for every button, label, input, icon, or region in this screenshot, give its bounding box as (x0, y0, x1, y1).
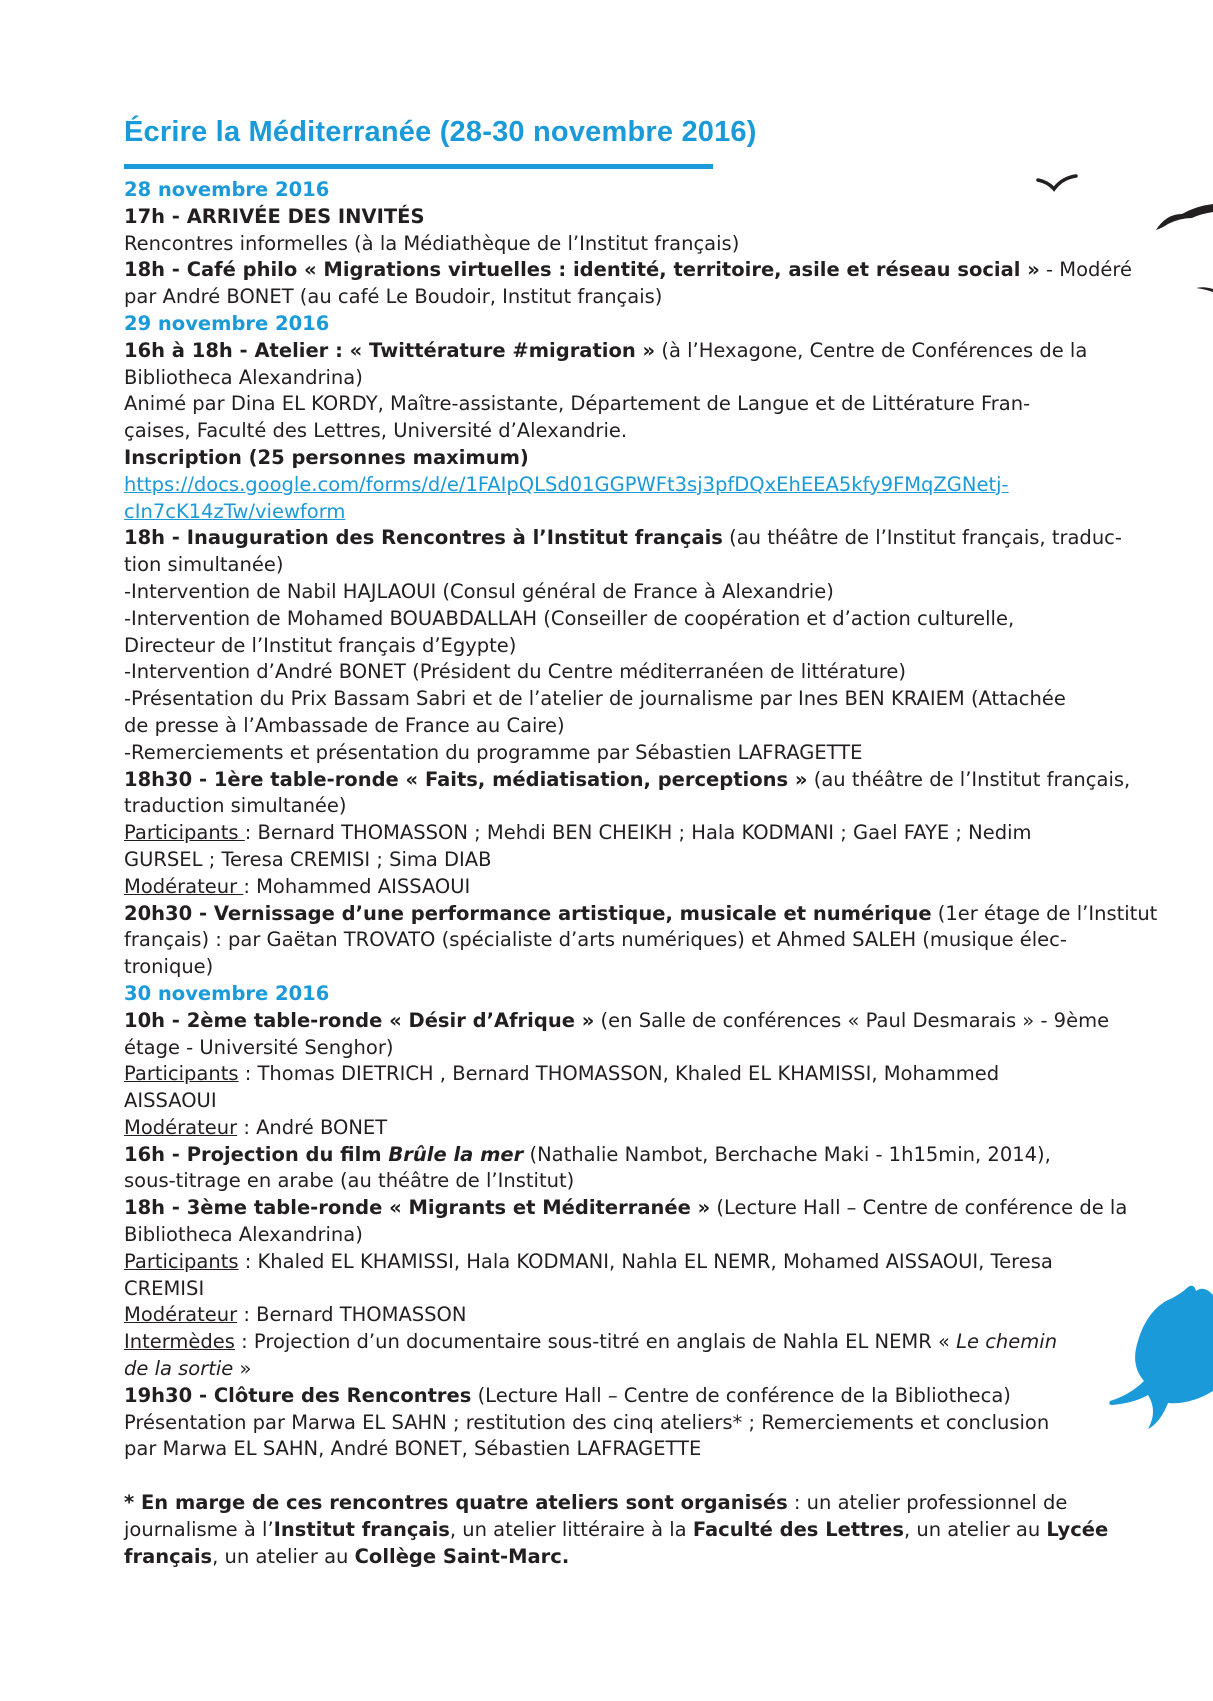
intervention-2: -Intervention de Mohamed BOUABDALLAH (Conseiller de coopération et d’action culturelle, (124, 606, 1015, 630)
participants-1: Participants : Bernard THOMASSON ; Mehdi BEN CHEIKH ; Hala KODMANI ; Gael FAYE ; Nedim (124, 821, 1032, 845)
participants-2-line2: AISSAOUI (124, 1089, 217, 1113)
participants-1-line2: GURSEL ; Teresa CREMISI ; Sima DIAB (124, 847, 492, 871)
event-table-ronde-2: 10h - 2ème table-ronde « Désir d’Afrique » (en Salle de conférences « Paul Desmarais » - 9ème (124, 1008, 1110, 1032)
intervention-1: -Intervention de Nabil HAJLAOUI (Consul général de France à Alexandrie) (124, 579, 834, 603)
bird-icon (1156, 204, 1213, 234)
day1-date: 28 novembre 2016 (124, 178, 330, 201)
participants-2: Participants : Thomas DIETRICH , Bernard THOMASSON, Khaled EL KHAMISSI, Mohammed (124, 1062, 1000, 1086)
event-table-ronde-3-line2: Bibliotheca Alexandrina) (124, 1223, 363, 1247)
footnote-line2: journalisme à l’Institut français, un atelier littéraire à la Faculté des Lettres, un atelier au Lycée (124, 1517, 1109, 1541)
moderateur-2: Modérateur : André BONET (124, 1115, 388, 1139)
bird-icon (1108, 1283, 1213, 1431)
event-table-ronde-1: 18h30 - 1ère table-ronde « Faits, médiatisation, perceptions » (au théâtre de l’Institut français, (124, 767, 1131, 791)
moderateur-1: Modérateur : Mohammed AISSAOUI (124, 874, 471, 898)
document-title: Écrire la Méditerranée (28-30 novembre 2016) (124, 116, 757, 148)
intervention-2-line2: Directeur de l’Institut français d’Egypte) (124, 633, 517, 657)
event-cafe-philo-line2: par André BONET (au café Le Boudoir, Institut français) (124, 285, 663, 309)
inscription-link[interactable] (124, 472, 1099, 526)
event-cloture-line2: Présentation par Marwa EL SAHN ; restitution des cinq ateliers* ; Remerciements et conclusion (124, 1410, 1050, 1434)
event-table-ronde-1-line2: traduction simultanée) (124, 794, 347, 818)
inscription-heading: Inscription (25 personnes maximum) (124, 445, 529, 469)
bird-icon (1196, 286, 1213, 294)
participants-3: Participants : Khaled EL KHAMISSI, Hala KODMANI, Nahla EL NEMR, Mohamed AISSAOUI, Teresa (124, 1249, 1053, 1273)
event-atelier: 16h à 18h - Atelier : « Twittérature #migration » (à l’Hexagone, Centre de Conférences de la (124, 338, 1088, 362)
event-atelier-line2: Bibliotheca Alexandrina) (124, 365, 363, 389)
event-projection: 16h - Projection du film Brûle la mer (Nathalie Nambot, Berchache Maki - 1h15min, 2014), (124, 1142, 1051, 1166)
spacer (124, 1463, 1099, 1490)
event-cloture: 19h30 - Clôture des Rencontres (Lecture Hall – Centre de conférence de la Bibliotheca) (124, 1383, 1011, 1407)
inscription-link-line2[interactable]: cIn7cK14zTw/viewform (124, 499, 346, 523)
event-inauguration-line2: tion simultanée) (124, 553, 284, 577)
event-atelier-anim: Animé par Dina EL KORDY, Maître-assistante, Département de Langue et de Littérature Fran- (124, 392, 1031, 416)
event-vernissage-line2: français) : par Gaëtan TROVATO (spécialiste d’arts numériques) et Ahmed SALEH (musique élec- (124, 928, 1067, 952)
event-table-ronde-3: 18h - 3ème table-ronde « Migrants et Méditerranée » (Lecture Hall – Centre de conférence de la (124, 1196, 1128, 1220)
day2-date: 29 novembre 2016 (124, 311, 330, 335)
program-body (124, 177, 1158, 1570)
day3-date: 30 novembre 2016 (124, 981, 330, 1005)
event-cafe-philo: 18h - Café philo « Migrations virtuelles : identité, territoire, asile et réseau social » - Modéré (124, 258, 1132, 282)
event-inauguration: 18h - Inauguration des Rencontres à l’Institut français (au théâtre de l’Institut français, traduc- (124, 526, 1122, 550)
presentation-prix-line2: de presse à l’Ambassade de France au Caire) (124, 713, 565, 737)
inscription-link-line1[interactable]: https://docs.google.com/forms/d/e/1FAIpQLSd01GGPWFt3sj3pfDQxEhEEA5kfy9FMqZGNetj- (124, 472, 1009, 496)
event-projection-line2: sous-titrage en arabe (au théâtre de l’Institut) (124, 1169, 575, 1193)
footnote-line3: français, un atelier au Collège Saint-Marc. (124, 1544, 570, 1568)
participants-3-line2: CREMISI (124, 1276, 205, 1300)
remerciements: -Remerciements et présentation du programme par Sébastien LAFRAGETTE (124, 740, 863, 764)
footnote-line1: * En marge de ces rencontres quatre ateliers sont organisés : un atelier professionnel de (124, 1491, 1068, 1515)
intervention-3: -Intervention d’André BONET (Président du Centre méditerranéen de littérature) (124, 660, 907, 684)
event-arrival: 17h - ARRIVÉE DES INVITÉS (124, 204, 425, 228)
intermedes-line2: de la sortie » (124, 1357, 252, 1381)
moderateur-3: Modérateur : Bernard THOMASSON (124, 1303, 467, 1327)
event-arrival-desc: Rencontres informelles (à la Médiathèque de l’Institut français) (124, 231, 740, 255)
intermedes: Intermèdes : Projection d’un documentaire sous-titré en anglais de Nahla EL NEMR « Le chemin (124, 1330, 1058, 1354)
title-underline (124, 164, 713, 169)
event-vernissage-line3: tronique) (124, 955, 214, 979)
event-table-ronde-2-line2: étage - Université Senghor) (124, 1035, 394, 1059)
event-vernissage: 20h30 - Vernissage d’une performance artistique, musicale et numérique (1er étage de l’Institut (124, 901, 1158, 925)
presentation-prix: -Présentation du Prix Bassam Sabri et de l’atelier de journalisme par Ines BEN KRAIEM (Attachée (124, 687, 1066, 711)
event-atelier-anim-line2: çaises, Faculté des Lettres, Université d’Alexandrie. (124, 419, 628, 443)
event-cloture-line3: par Marwa EL SAHN, André BONET, Sébastien LAFRAGETTE (124, 1437, 702, 1461)
